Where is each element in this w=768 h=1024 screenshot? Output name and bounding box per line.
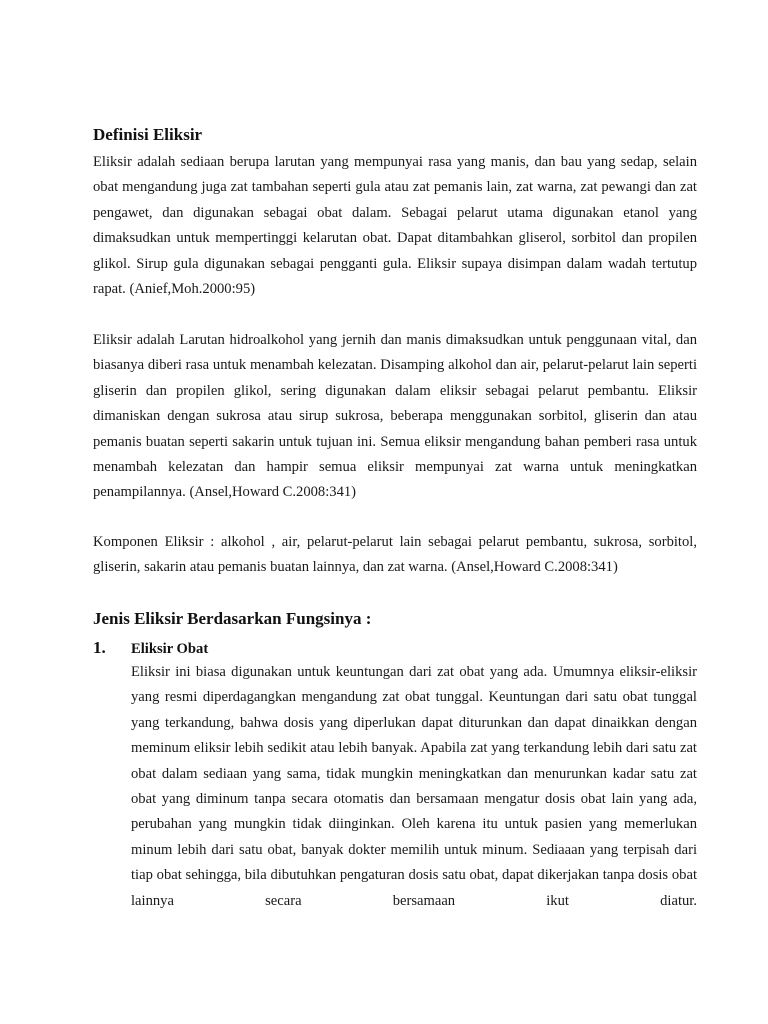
list-item-title: Eliksir Obat [131,641,209,657]
paragraph-definisi-2: Eliksir adalah Larutan hidroalkohol yang jernih dan manis dimaksudkan untuk penggunaan vital, dan biasanya diberi rasa untuk menambah kelezatan. Disamping alkohol dan air, pelarut-pelarut lain seperti gliserin dan propilen glikol, sering digunakan dalam eliksir sebagai pelarut pembantu. Eliksir dimaniskan dengan sukrosa atau sirup sukrosa, beberapa menggunakan sorbitol, gliserin dan atau pemanis buatan seperti sakarin untuk tujuan ini. Semua eliksir mengandung bahan pemberi rasa untuk menambah kelezatan dan hampir semua eliksir mempunyai zat warna untuk meningkatkan penampilannya. (Ansel,Howard C.2008:341) [93,332,697,501]
paragraph-definisi-1: Eliksir adalah sediaan berupa larutan yang mempunyai rasa yang manis, dan bau yang sedap, selain obat mengandung juga zat tambahan seperti gula atau zat pemanis lain, zat warna, zat pewangi dan zat pengawet, dan digunakan sebagai obat dalam. Sebagai pelarut utama digunakan etanol yang dimaksudkan untuk mempertinggi kelarutan obat. Dapat ditambahkan gliserol, sorbitol dan propilen glikol. Sirup gula digunakan sebagai pengganti gula. Eliksir supaya disimpan dalam wadah tertutup rapat. (Anief,Moh.2000:95) [93,154,697,298]
list-item-number: 1. [93,638,106,657]
section-title-definisi: Definisi Eliksir [93,125,203,144]
list-item-body: Eliksir ini biasa digunakan untuk keuntungan dari zat obat yang ada. Umumnya eliksir-eliksir yang resmi diperdagangkan mengandung zat obat tunggal. Keuntungan dari satu obat tunggal yang terkandung, bahwa dosis yang diperlukan dapat diturunkan dan dapat dinaikkan dengan meminum eliksir lebih sedikit atau lebih banyak. Apabila zat yang terkandung lebih dari satu zat obat dalam sediaan yang sama, tidak mungkin meningkatkan dan menurunkan kadar satu zat obat yang diminum tanpa secara otomatis dan bersamaan mengatur dosis obat lain yang ada, perubahan yang mungkin tidak diinginkan. Oleh karena itu untuk pasien yang memerlukan minum lebih dari satu obat, banyak dokter memilih untuk minum. Sediaaan yang terpisah dari tiap obat sehingga, bila dibutuhkan pengaturan dosis satu obat, dapat dikerjakan tanpa dosis obat lainnya secara bersamaan ikut diatur. [131,664,697,909]
paragraph-komponen: Komponen Eliksir : alkohol , air, pelarut-pelarut lain sebagai pelarut pembantu, sukrosa, sorbitol, gliserin, sakarin atau pemanis buatan lainnya, dan zat warna. (Ansel,Howard C.2008:341) [93,534,697,576]
section-title-jenis: Jenis Eliksir Berdasarkan Fungsinya : [93,609,372,628]
